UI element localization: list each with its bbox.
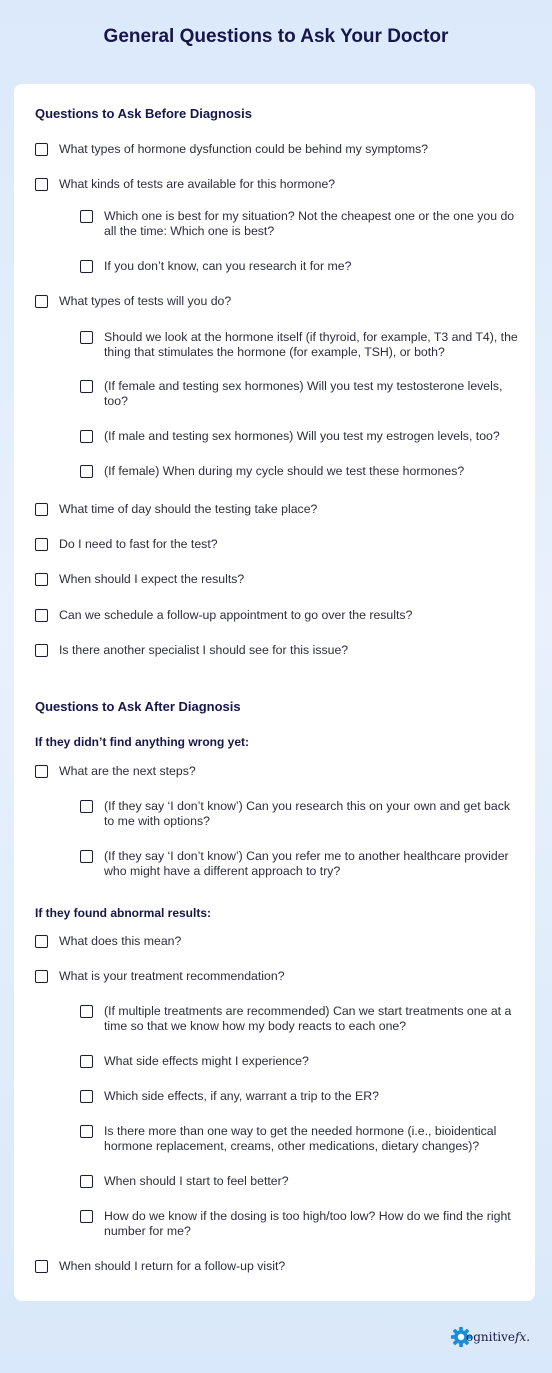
item-text: (If male and testing sex hormones) Will you test my estrogen levels, too?	[104, 429, 500, 443]
page-title: General Questions to Ask Your Doctor	[103, 26, 449, 47]
item-text: What kinds of tests are available for this hormone?	[59, 177, 336, 191]
checkbox[interactable]	[80, 1175, 93, 1188]
checkbox[interactable]	[80, 1125, 93, 1138]
checkbox[interactable]	[80, 1210, 93, 1223]
item-text: What time of day should the testing take place?	[59, 502, 318, 516]
checkbox[interactable]	[80, 1090, 93, 1103]
item-text: Do I need to fast for the test?	[59, 537, 218, 551]
item-text: When should I return for a follow-up visit?	[59, 1259, 286, 1273]
item-text: Can we schedule a follow-up appointment to go over the results?	[59, 608, 413, 622]
checkbox[interactable]	[80, 850, 93, 863]
brand-suffix: fx.	[515, 1330, 531, 1344]
checkbox[interactable]	[35, 503, 48, 516]
checkbox[interactable]	[80, 1055, 93, 1068]
item-text: (If female) When during my cycle should we test these hormones?	[104, 464, 465, 478]
after-diagnosis-heading: Questions to Ask After Diagnosis	[35, 699, 241, 714]
item-text: When should I expect the results?	[59, 572, 245, 586]
checkbox[interactable]	[35, 765, 48, 778]
checklist-card	[14, 84, 535, 1301]
checkbox[interactable]	[35, 295, 48, 308]
checkbox[interactable]	[80, 380, 93, 393]
checkbox[interactable]	[80, 430, 93, 443]
checkbox[interactable]	[35, 970, 48, 983]
checkbox[interactable]	[80, 1005, 93, 1018]
cognitivefx-logo	[450, 1326, 550, 1348]
item-text: If you don’t know, can you research it for me?	[104, 259, 352, 273]
item-text: Is there another specialist I should see for this issue?	[59, 643, 349, 657]
item-text: What side effects might I experience?	[104, 1054, 309, 1068]
checkbox[interactable]	[35, 178, 48, 191]
checkbox[interactable]	[80, 800, 93, 813]
checkbox[interactable]	[35, 644, 48, 657]
item-text: What types of hormone dysfunction could be behind my symptoms?	[59, 142, 429, 156]
subheading-abnormal-results: If they found abnormal results:	[35, 906, 212, 920]
checkbox[interactable]	[35, 573, 48, 586]
item-text: What is your treatment recommendation?	[59, 969, 285, 983]
item-text: (If female and testing sex hormones) Will you test my testosterone levels, too?	[104, 379, 503, 408]
checkbox[interactable]	[35, 935, 48, 948]
item-text: What does this mean?	[59, 934, 182, 948]
item-text: Should we look at the hormone itself (if thyroid, for example, T3 and T4), the thing that stimulates the hormone (for example, TSH), or both?	[104, 330, 518, 359]
checkbox[interactable]	[35, 609, 48, 622]
checkbox[interactable]	[80, 331, 93, 344]
checkbox[interactable]	[80, 210, 93, 223]
item-text: What types of tests will you do?	[59, 294, 232, 308]
item-text: (If they say ‘I don’t know’) Can you research this on your own and get back to me with options?	[104, 799, 511, 828]
checkbox[interactable]	[80, 465, 93, 478]
item-text: (If multiple treatments are recommended) Can we start treatments one at a time so that we know how my body reacts to each one?	[104, 1004, 512, 1033]
item-text: Is there more than one way to get the needed hormone (i.e., bioidentical hormone replacement, creams, other medications, dietary changes)?	[104, 1124, 497, 1153]
item-text: Which one is best for my situation? Not the cheapest one or the one you do all the time: Which one is best?	[104, 209, 515, 238]
before-diagnosis-heading: Questions to Ask Before Diagnosis	[35, 106, 252, 121]
checkbox[interactable]	[35, 538, 48, 551]
checkbox[interactable]	[35, 143, 48, 156]
item-text: What are the next steps?	[59, 764, 196, 778]
item-text: Which side effects, if any, warrant a trip to the ER?	[104, 1089, 379, 1103]
checkbox[interactable]	[35, 1260, 48, 1273]
checkbox[interactable]	[80, 260, 93, 273]
item-text: How do we know if the dosing is too high/too low? How do we find the right number for me?	[104, 1209, 511, 1238]
item-text: When should I start to feel better?	[104, 1174, 289, 1188]
item-text: (If they say ‘I don’t know’) Can you refer me to another healthcare provider who might have a different approach to try?	[104, 849, 509, 878]
subheading-nothing-wrong: If they didn’t find anything wrong yet:	[35, 735, 249, 749]
brand-name: ognitivefx.	[466, 1330, 531, 1344]
